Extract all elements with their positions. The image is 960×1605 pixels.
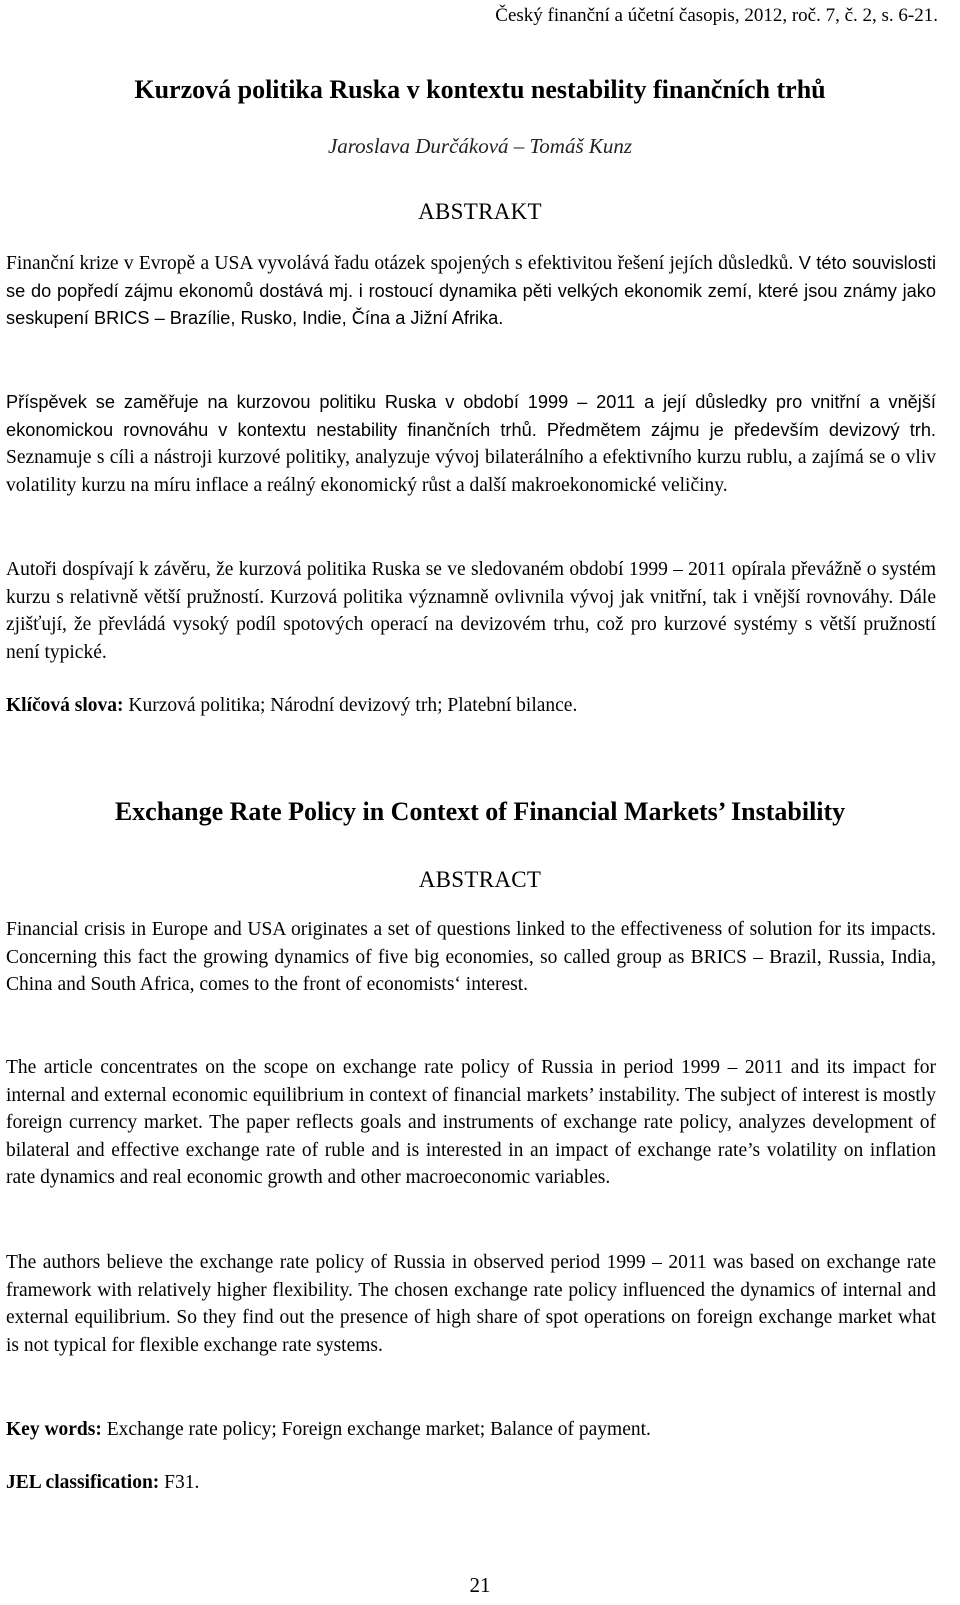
english-keywords-label: Key words:	[6, 1419, 102, 1440]
english-abstract-paragraph-3: The authors believe the exchange rate policy of Russia in observed period 1999 – 2011 was based on exchange rate framework with relatively higher flexibility. The chosen exchange rate policy influenced the dynamics of internal and external equilibrium. So they find out the presence of high share of spot operations on foreign exchange market what is not typical for flexible exchange rate systems.	[6, 1252, 936, 1356]
czech-title: Kurzová politika Ruska v kontextu nestability finančních trhů	[134, 75, 826, 104]
jel-value: F31.	[164, 1472, 200, 1493]
czech-paragraph-1-rest: V této souvislosti se do popředí zájmu ekonomů dostává mj. i rostoucí dynamika pěti velkých ekonomik zemí, které jsou známy jako seskupení BRICS – Brazílie, Rusko, Indie, Čína a Jižní Afrika.	[6, 253, 937, 328]
english-keywords-value: Exchange rate policy; Foreign exchange market; Balance of payment.	[106, 1419, 651, 1440]
czech-paragraph-2-lead: Příspěvek se zaměřuje na kurzovou politiku Ruska v období 1999 – 2011 a její důsledky pro vnitřní a vnější ekonomickou rovnováhu v kontextu nestability finančních trhů. Předmětem zájmu je především devizový trh.	[6, 392, 936, 440]
czech-abstract-paragraph-2	[6, 389, 936, 499]
english-abstract-paragraph-2: The article concentrates on the scope on exchange rate policy of Russia in period 1999 – 2011 and its impact for internal and external economic equilibrium in context of financial markets’ instability. The subject of interest is mostly foreign currency market. The paper reflects goals and instruments of exchange rate policy, analyzes development of bilateral and effective exchange rate of ruble and is interested in an impact of exchange rate’s volatility on inflation rate dynamics and real economic growth and other macroeconomic variables.	[6, 1057, 936, 1188]
english-abstract-heading: ABSTRACT	[418, 867, 542, 892]
english-keywords	[6, 1416, 936, 1443]
authors: Jaroslava Durčáková – Tomáš Kunz	[327, 134, 633, 158]
page-number: 21	[469, 1573, 491, 1597]
czech-paragraph-1-lead: Finanční krize v Evropě a USA vyvolává řadu otázek spojených s efektivitou řešení jejích důsledků.	[6, 253, 794, 274]
czech-keywords	[6, 692, 936, 719]
jel-classification	[6, 1469, 936, 1496]
czech-keywords-value: Kurzová politika; Národní devizový trh; Platební bilance.	[128, 695, 578, 716]
czech-keywords-label: Klíčová slova:	[6, 695, 124, 716]
czech-abstract-paragraph-1	[6, 250, 936, 333]
english-title: Exchange Rate Policy in Context of Financial Markets’ Instability	[114, 797, 846, 826]
english-abstract-paragraph-1: Financial crisis in Europe and USA originates a set of questions linked to the effectiveness of solution for its impacts. Concerning this fact the growing dynamics of five big economies, so called group as BRICS – Brazil, Russia, India, China and South Africa, comes to the front of economists‘ interest.	[6, 919, 936, 995]
czech-abstract-heading: ABSTRAKT	[418, 199, 542, 224]
jel-label: JEL classification:	[6, 1472, 160, 1493]
czech-abstract-paragraph-3: Autoři dospívají k závěru, že kurzová politika Ruska se ve sledovaném období 1999 – 2011 opírala převážně o systém kurzu s relativně větší pružností. Kurzová politika významně ovlivnila vývoj jak vnitřní, tak i vnější rovnováhy. Dále zjišťují, že převládá vysoký podíl spotových operací na devizovém trhu, což pro kurzové systémy s větší pružností není typické.	[6, 559, 936, 663]
running-header: Český finanční a účetní časopis, 2012, roč. 7, č. 2, s. 6-21.	[495, 5, 938, 26]
czech-paragraph-2-rest: Seznamuje s cíli a nástroji kurzové politiky, analyzuje vývoj bilaterálního a efektivního kurzu rublu, a zajímá se o vliv volatility kurzu na míru inflace a reálný ekonomický růst a další makroekonomické veličiny.	[6, 447, 936, 496]
